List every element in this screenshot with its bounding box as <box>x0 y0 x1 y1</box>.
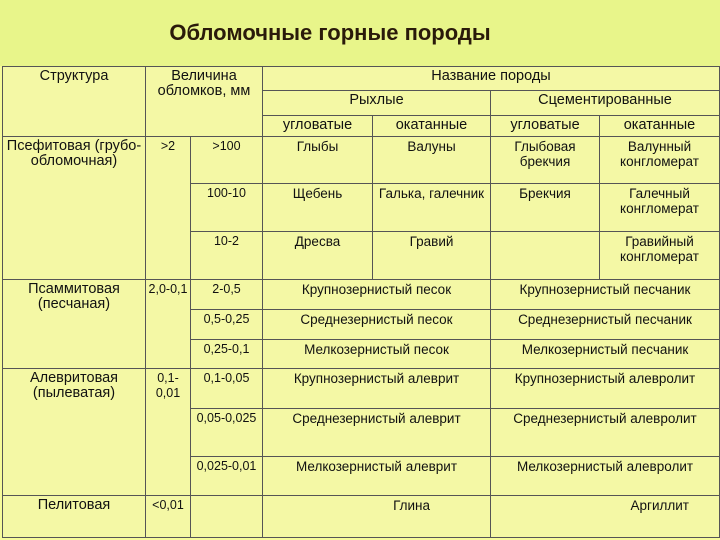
header-row-1 <box>3 67 720 91</box>
rock-cell: Крупнозернистый алевролит <box>491 369 720 409</box>
size-main-psammitic: 2,0-0,1 <box>146 280 191 369</box>
rock-cell-empty <box>491 232 600 280</box>
size-cell: >100 <box>191 136 263 184</box>
size-cell: 0,25-0,1 <box>191 340 263 369</box>
header-size: Величина обломков, мм <box>146 67 263 137</box>
size-cell: 0,05-0,025 <box>191 408 263 456</box>
rock-cell: Гравий <box>373 232 491 280</box>
structure-pelitic: Пелитовая <box>3 496 146 538</box>
rock-cell: Дресва <box>263 232 373 280</box>
size-cell: 2-0,5 <box>191 280 263 310</box>
rock-cell: Среднезернистый алевролит <box>491 408 720 456</box>
structure-psammitic: Псаммитовая (песчаная) <box>3 280 146 369</box>
rock-cell: Среднезернистый песок <box>263 310 491 340</box>
size-cell: 100-10 <box>191 184 263 232</box>
rock-cell: Среднезернистый алеврит <box>263 408 491 456</box>
size-cell-empty <box>191 496 263 538</box>
rock-cell: Мелкозернистый алеврит <box>263 456 491 496</box>
rock-cell: Крупнозернистый алеврит <box>263 369 491 409</box>
rock-cell: Галечный конгломерат <box>600 184 720 232</box>
size-cell: 0,1-0,05 <box>191 369 263 409</box>
structure-aleuritic: Алевритовая (пылеватая) <box>3 369 146 496</box>
rock-cell: Глыбовая брекчия <box>491 136 600 184</box>
rocks-table <box>2 66 720 538</box>
size-cell: 10-2 <box>191 232 263 280</box>
table-row <box>3 369 720 409</box>
header-rock-name: Название породы <box>263 67 720 91</box>
rock-cell: Мелкозернистый алевролит <box>491 456 720 496</box>
rock-cell: Мелкозернистый песчаник <box>491 340 720 369</box>
rock-cell: Мелкозернистый песок <box>263 340 491 369</box>
size-main-psephitic: >2 <box>146 136 191 279</box>
rock-cell: Глыбы <box>263 136 373 184</box>
header-cem-angular: угловатые <box>491 115 600 136</box>
slide-title-bar <box>0 0 720 66</box>
size-main-aleuritic: 0,1-0,01 <box>146 369 191 496</box>
page-title: Обломочные горные породы <box>169 20 491 45</box>
rock-cell: Валунный конгломерат <box>600 136 720 184</box>
header-loose-angular: угловатые <box>263 115 373 136</box>
header-loose: Рыхлые <box>263 90 491 115</box>
header-structure: Структура <box>3 67 146 137</box>
table-row <box>3 136 720 184</box>
header-cemented: Сцементированные <box>491 90 720 115</box>
header-loose-rounded: окатанные <box>373 115 491 136</box>
rock-cell: Среднезернистый песчаник <box>491 310 720 340</box>
rock-cell: Аргиллит <box>491 496 720 538</box>
table-row <box>3 496 720 538</box>
rock-cell: Крупнозернистый песок <box>263 280 491 310</box>
header-cem-rounded: окатанные <box>600 115 720 136</box>
rock-cell: Глина <box>263 496 491 538</box>
rock-cell: Галька, галечник <box>373 184 491 232</box>
table-row <box>3 280 720 310</box>
structure-psephitic: Псефитовая (грубо-обломочная) <box>3 136 146 279</box>
rock-cell: Валуны <box>373 136 491 184</box>
rock-cell: Щебень <box>263 184 373 232</box>
size-cell: 0,025-0,01 <box>191 456 263 496</box>
rock-cell: Гравийный конгломерат <box>600 232 720 280</box>
rock-cell: Брекчия <box>491 184 600 232</box>
rock-cell: Крупнозернистый песчаник <box>491 280 720 310</box>
size-cell: 0,5-0,25 <box>191 310 263 340</box>
size-main-pelitic: <0,01 <box>146 496 191 538</box>
